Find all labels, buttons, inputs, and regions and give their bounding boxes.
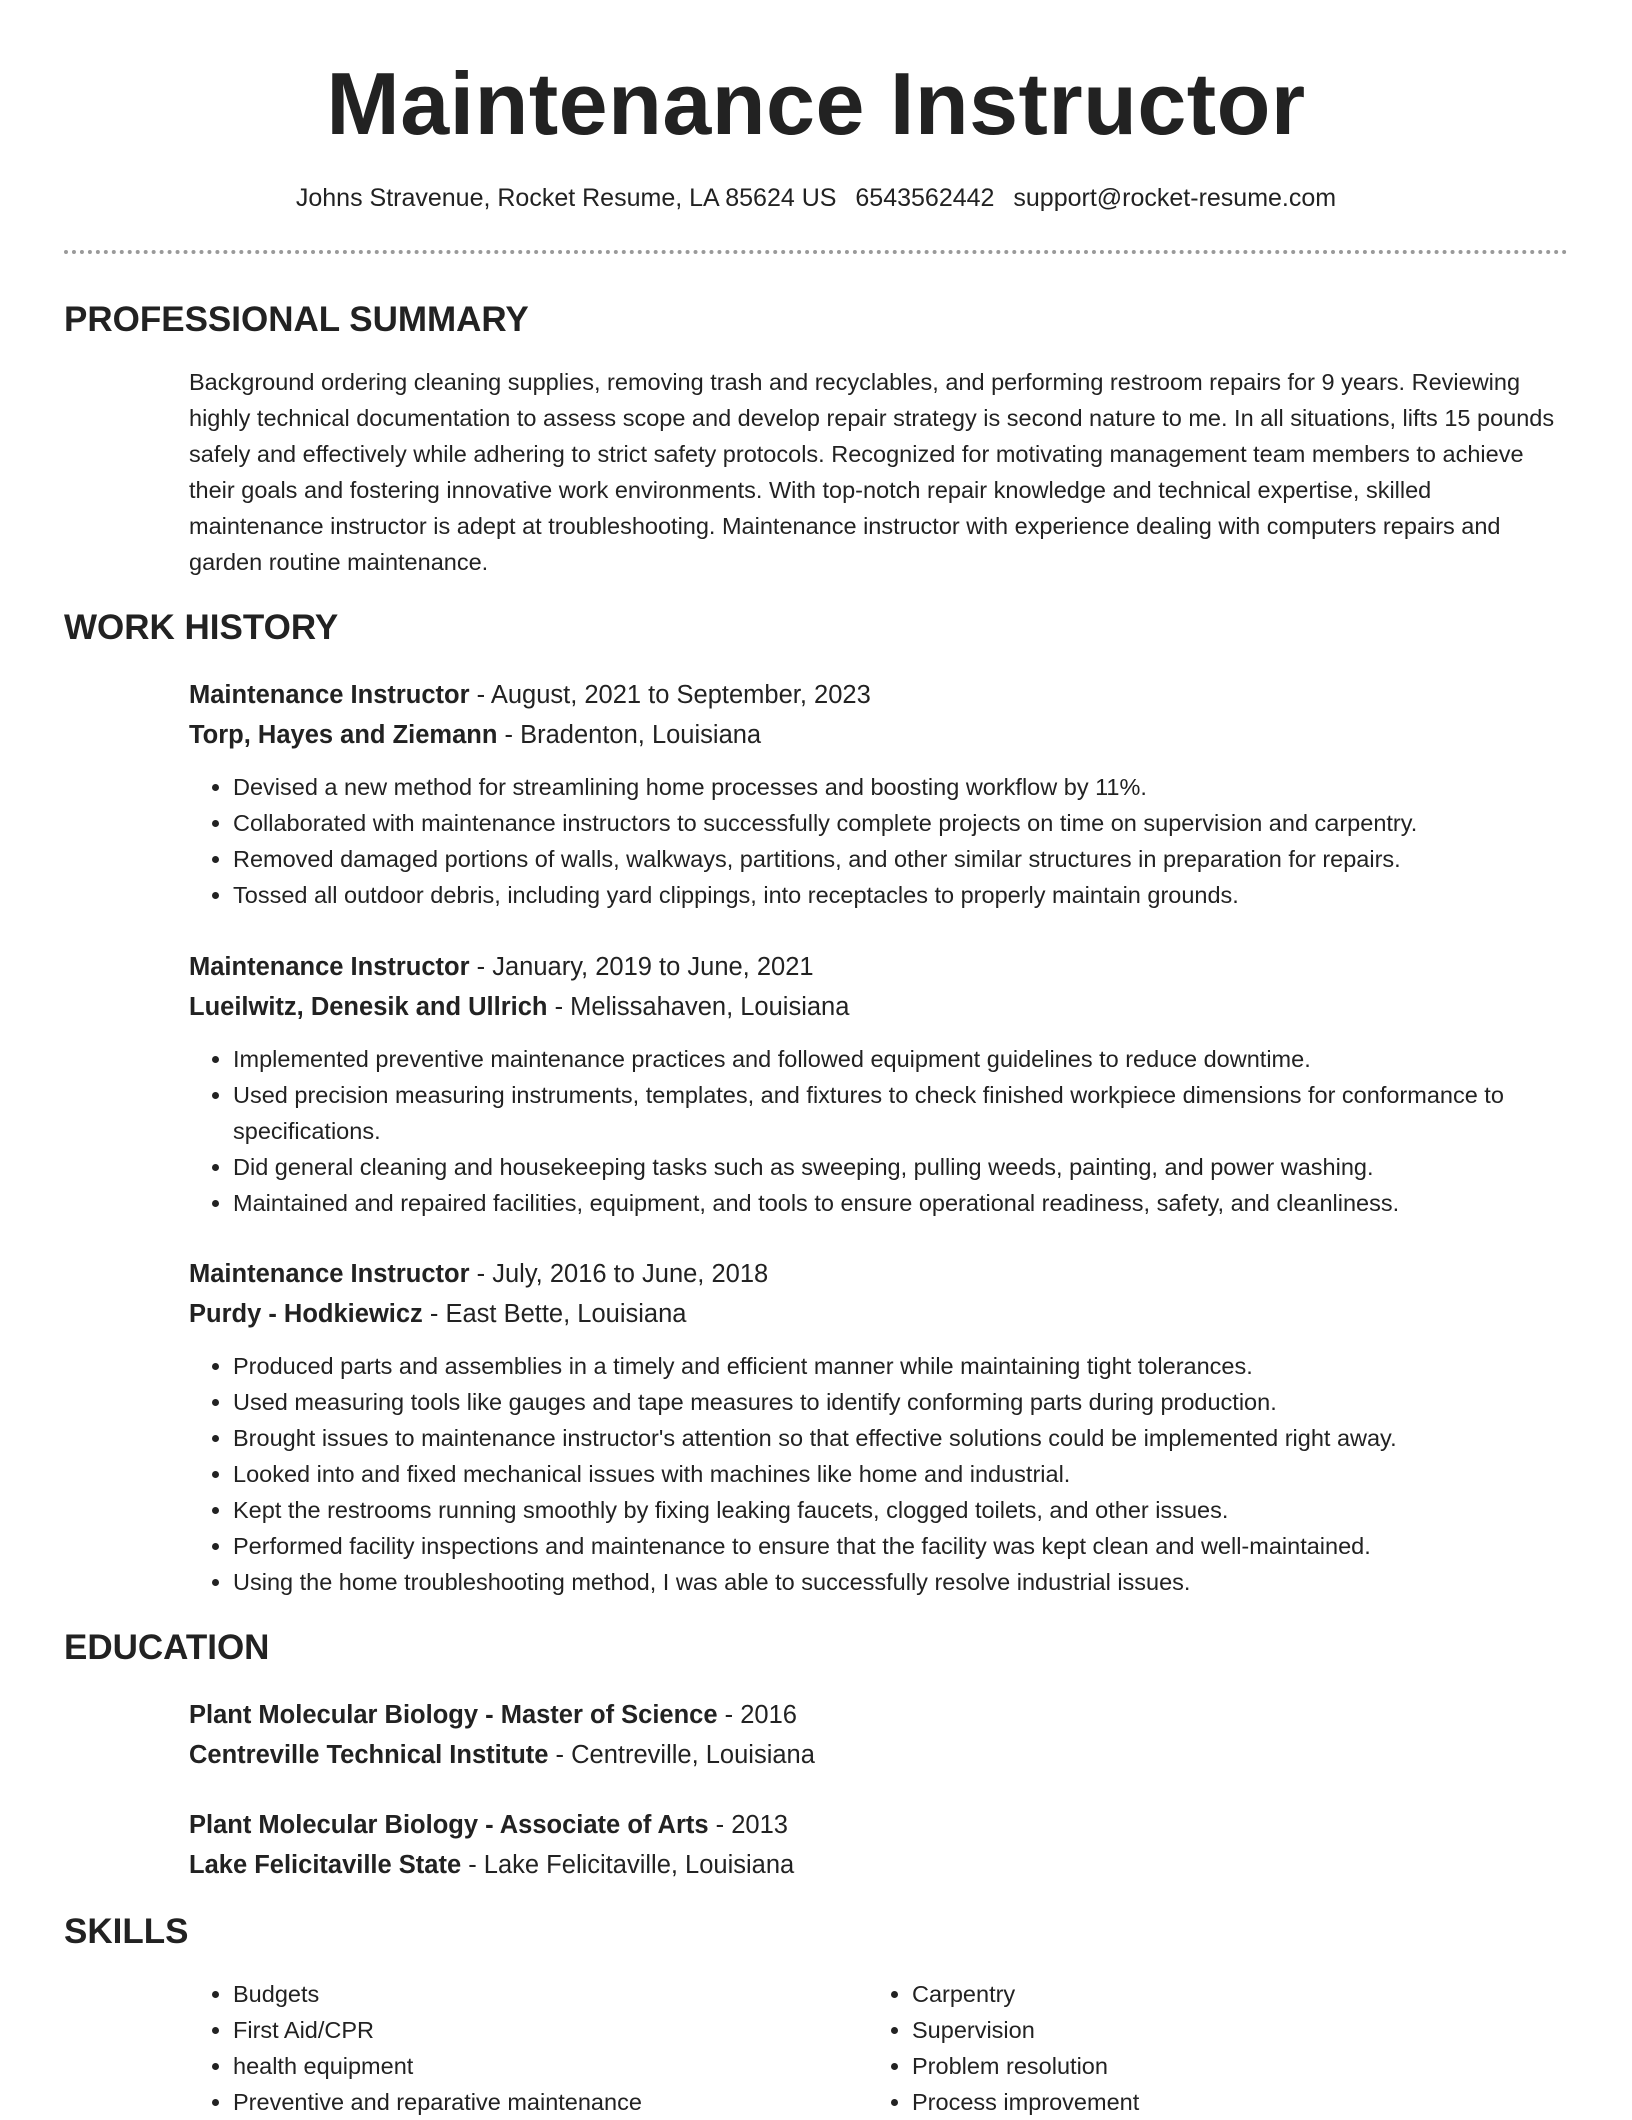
summary-section — [189, 364, 1569, 580]
job-location: - East Bette, Louisiana — [422, 1300, 687, 1328]
list-item: • Performed facility inspections and maintenance to ensure that the facility was kept clean and well-maintained. — [233, 1528, 1569, 1564]
summary-heading: PROFESSIONAL SUMMARY — [64, 300, 529, 339]
list-item: • Did general cleaning and housekeeping tasks such as sweeping, pulling weeds, painting, and power washing. — [233, 1149, 1569, 1185]
list-item: • Maintained and repaired facilities, equipment, and tools to ensure operational readiness, safety, and cleanliness. — [233, 1185, 1569, 1221]
list-item: • Tossed all outdoor debris, including yard clippings, into receptacles to properly maintain grounds. — [233, 877, 1569, 913]
job-entry-3 — [189, 1254, 1569, 1600]
work-history-heading: WORK HISTORY — [64, 608, 339, 647]
degree-line — [189, 1695, 1569, 1735]
list-item: • Problem resolution — [912, 2048, 1468, 2084]
skills-list-left — [189, 1976, 789, 2120]
header-divider — [64, 250, 1568, 254]
job-role: Maintenance Instructor — [189, 1260, 470, 1288]
skills-column-left — [189, 1976, 789, 2120]
job-title-line — [189, 675, 1569, 715]
job-location: - Melissahaven, Louisiana — [547, 993, 850, 1021]
list-item: • Kept the restrooms running smoothly by fixing leaking faucets, clogged toilets, and other issues. — [233, 1492, 1569, 1528]
degree-year: - 2013 — [708, 1811, 788, 1839]
list-item: • Carpentry — [912, 1976, 1468, 2012]
job-title-line — [189, 1254, 1569, 1294]
education-heading: EDUCATION — [64, 1628, 270, 1667]
list-item: • Used precision measuring instruments, templates, and fixtures to check finished workpiece dimensions for conformance to specifications. — [233, 1077, 1569, 1149]
job-dates: - August, 2021 to September, 2023 — [469, 681, 871, 709]
job-company-line — [189, 715, 1569, 755]
job-dates: - January, 2019 to June, 2021 — [469, 953, 814, 981]
job-company: Torp, Hayes and Ziemann — [189, 721, 498, 749]
contact-line — [0, 181, 1632, 215]
job-company-line — [189, 1294, 1569, 1334]
job-role: Maintenance Instructor — [189, 953, 470, 981]
job-location: - Bradenton, Louisiana — [497, 721, 762, 749]
contact-phone: 6543562442 — [855, 184, 995, 212]
list-item: • First Aid/CPR — [233, 2012, 789, 2048]
list-item: • Implemented preventive maintenance practices and followed equipment guidelines to reduce downtime. — [233, 1041, 1569, 1077]
school-location: - Lake Felicitaville, Louisiana — [461, 1851, 795, 1879]
job-bullets — [189, 1348, 1569, 1600]
school: Centreville Technical Institute — [189, 1741, 549, 1769]
job-company: Purdy - Hodkiewicz — [189, 1300, 423, 1328]
job-dates: - July, 2016 to June, 2018 — [469, 1260, 769, 1288]
list-item: • Budgets — [233, 1976, 789, 2012]
list-item: • Removed damaged portions of walls, walkways, partitions, and other similar structures in preparation for repairs. — [233, 841, 1569, 877]
degree: Plant Molecular Biology - Master of Science — [189, 1701, 718, 1729]
list-item: • health equipment — [233, 2048, 789, 2084]
education-entry-2 — [189, 1805, 1569, 1885]
list-item: • Produced parts and assemblies in a timely and efficient manner while maintaining tight tolerances. — [233, 1348, 1569, 1384]
education-entry-1 — [189, 1695, 1569, 1775]
school-line — [189, 1735, 1569, 1775]
list-item: • Collaborated with maintenance instructors to successfully complete projects on time on supervision and carpentry. — [233, 805, 1569, 841]
job-bullets — [189, 769, 1569, 913]
job-company-line — [189, 987, 1569, 1027]
list-item: • Using the home troubleshooting method, I was able to successfully resolve industrial issues. — [233, 1564, 1569, 1600]
list-item: • Looked into and fixed mechanical issues with machines like home and industrial. — [233, 1456, 1569, 1492]
school-location: - Centreville, Louisiana — [548, 1741, 815, 1769]
job-role: Maintenance Instructor — [189, 681, 470, 709]
job-title-line — [189, 947, 1569, 987]
list-item: • Preventive and reparative maintenance — [233, 2084, 789, 2120]
contact-address: Johns Stravenue, Rocket Resume, LA 85624 US — [295, 184, 837, 212]
skills-heading: SKILLS — [64, 1912, 189, 1951]
school-line — [189, 1845, 1569, 1885]
job-bullets — [189, 1041, 1569, 1221]
skills-column-right — [868, 1976, 1468, 2120]
degree-year: - 2016 — [717, 1701, 797, 1729]
job-entry-2 — [189, 947, 1569, 1221]
summary-text: Background ordering cleaning supplies, removing trash and recyclables, and performing restroom repairs for 9 years. Reviewing highly technical documentation to assess scope and develop repair strategy is second nature to me. In all situations, lifts 15 pounds safely and effectively while adhering to strict safety protocols. Recognized for motivating management team members to achieve their goals and fostering innovative work environments. With top-notch repair knowledge and technical expertise, skilled maintenance instructor is adept at troubleshooting. Maintenance instructor with experience dealing with computers repairs and garden routine maintenance. — [189, 369, 1555, 575]
list-item: • Process improvement — [912, 2084, 1468, 2120]
degree-line — [189, 1805, 1569, 1845]
list-item: • Supervision — [912, 2012, 1468, 2048]
skills-list-right — [868, 1976, 1468, 2120]
job-entry-1 — [189, 675, 1569, 913]
degree: Plant Molecular Biology - Associate of Arts — [189, 1811, 709, 1839]
job-company: Lueilwitz, Denesik and Ullrich — [189, 993, 548, 1021]
list-item: • Brought issues to maintenance instructor's attention so that effective solutions could be implemented right away. — [233, 1420, 1569, 1456]
contact-email: support@rocket-resume.com — [1013, 184, 1337, 212]
list-item: • Devised a new method for streamlining home processes and boosting workflow by 11%. — [233, 769, 1569, 805]
school: Lake Felicitaville State — [189, 1851, 462, 1879]
candidate-name: Maintenance Instructor — [326, 54, 1306, 153]
list-item: • Used measuring tools like gauges and tape measures to identify conforming parts during production. — [233, 1384, 1569, 1420]
